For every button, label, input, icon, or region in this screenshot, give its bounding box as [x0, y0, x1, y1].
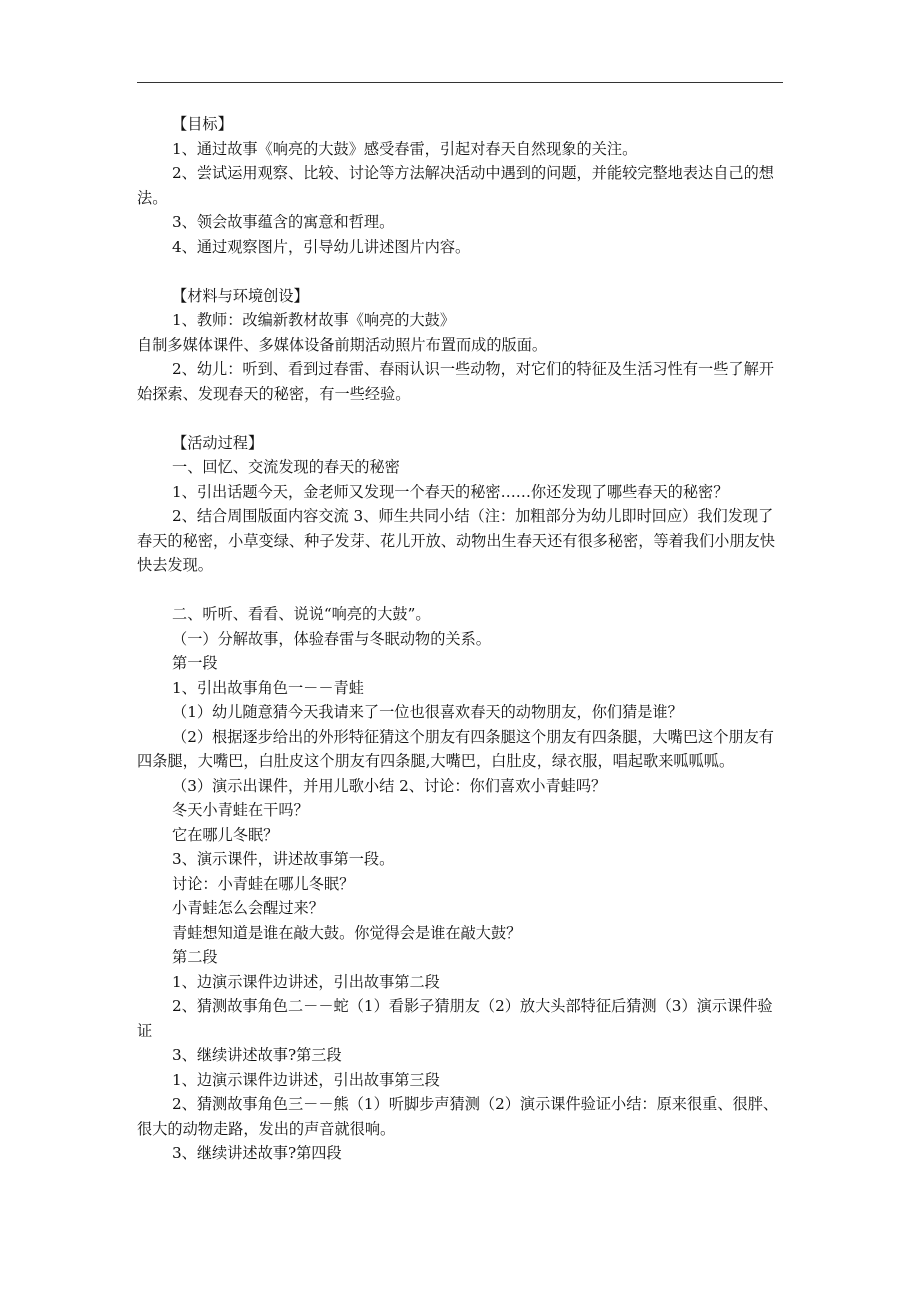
spacer [172, 259, 783, 284]
process-part2-line-14: 第二段 [172, 948, 218, 966]
document-body [137, 112, 783, 1166]
header-rule [137, 82, 783, 83]
process-part2-line-13: 青蛙想知道是谁在敲大鼓。你觉得会是谁在敲大鼓？ [172, 923, 522, 942]
section-heading-materials: 【材料与环境创设】 [172, 286, 309, 305]
process-part2-line-3: 第一段 [172, 654, 218, 672]
spacer [172, 578, 783, 603]
process-part2-line-10: 3、演示课件，讲述故事第一段。 [172, 850, 395, 868]
section-heading-process: 【活动过程】 [172, 433, 264, 452]
process-part2-line-17: 3、继续讲述故事?第三段 [172, 1046, 342, 1064]
process-part2-line-16: 2、猜测故事角色二－－蛇（1）看影子猜朋友（2）放大头部特征后猜测（3）演示课件验证 [137, 997, 773, 1040]
process-part1-line-3: 2、结合周围版面内容交流 3、师生共同小结（注：加粗部分为幼儿即时回应）我们发现了春天的秘密，小草变绿、种子发芽、花儿开放、动物出生春天还有很多秘密，等着我们小朋友快快去发现。 [137, 507, 775, 574]
process-part2-line-18: 1、边演示课件边讲述，引出故事第三段 [172, 1070, 440, 1089]
process-part2-line-15: 1、边演示课件边讲述，引出故事第二段 [172, 972, 440, 991]
spacer [172, 406, 783, 431]
process-part2-line-4: 1、引出故事角色一－－青蛙 [172, 678, 364, 697]
goal-item-3: 3、领会故事蕴含的寓意和哲理。 [172, 213, 395, 231]
goal-item-4: 4、通过观察图片，引导幼儿讲述图片内容。 [172, 237, 471, 256]
process-part2-line-2: （一）分解故事，体验春雷与冬眠动物的关系。 [172, 629, 491, 648]
process-part2-line-11: 讨论：小青蛙在哪儿冬眠？ [172, 874, 355, 893]
process-part2-line-19: 2、猜测故事角色三－－熊（1）听脚步声猜测（2）演示课件验证小结：原来很重、很胖、很大的动物走路，发出的声音就很响。 [137, 1095, 779, 1138]
process-part1-line-1: 一、回忆、交流发现的春天的秘密 [172, 458, 400, 476]
goal-item-1: 1、通过故事《响亮的大鼓》感受春雷，引起对春天自然现象的关注。 [172, 139, 638, 158]
process-part2-line-1: 二、听听、看看、说说“响亮的大鼓”。 [172, 605, 431, 623]
process-part2-line-20: 3、继续讲述故事?第四段 [172, 1144, 342, 1162]
process-part2-line-7: （3）演示出课件，并用儿歌小结 2、讨论：你们喜欢小青蛙吗？ [172, 776, 607, 795]
materials-item-3: 2、幼儿：听到、看到过春雷、春雨认识一些动物，对它们的特征及生活习性有一些了解开始探索、发现春天的秘密，有一些经验。 [137, 360, 774, 403]
process-part2-line-9: 它在哪儿冬眠？ [172, 825, 279, 844]
process-part2-line-12: 小青蛙怎么会醒过来？ [172, 899, 324, 917]
process-part2-line-5: （1）幼儿随意猜今天我请来了一位也很喜欢春天的动物朋友，你们猜是谁？ [172, 703, 683, 721]
process-part1-line-2: 1、引出话题今天，金老师又发现一个春天的秘密……你还发现了哪些春天的秘密？ [172, 482, 729, 501]
materials-item-1: 1、教师：改编新教材故事《响亮的大鼓》 [172, 311, 456, 329]
section-heading-goal: 【目标】 [172, 115, 233, 133]
goal-item-2: 2、尝试运用观察、比较、讨论等方法解决活动中遇到的问题，并能较完整地表达自己的想法。 [137, 164, 774, 207]
materials-item-2: 自制多媒体课件、多媒体设备前期活动照片布置而成的版面。 [137, 335, 548, 354]
process-part2-line-6: （2）根据逐步给出的外形特征猜这个朋友有四条腿这个朋友有四条腿，大嘴巴这个朋友有四条腿，大嘴巴，白肚皮这个朋友有四条腿,大嘴巴，白肚皮，绿衣服，唱起歌来呱呱呱。 [137, 727, 774, 770]
process-part2-line-8: 冬天小青蛙在干吗？ [172, 801, 309, 819]
